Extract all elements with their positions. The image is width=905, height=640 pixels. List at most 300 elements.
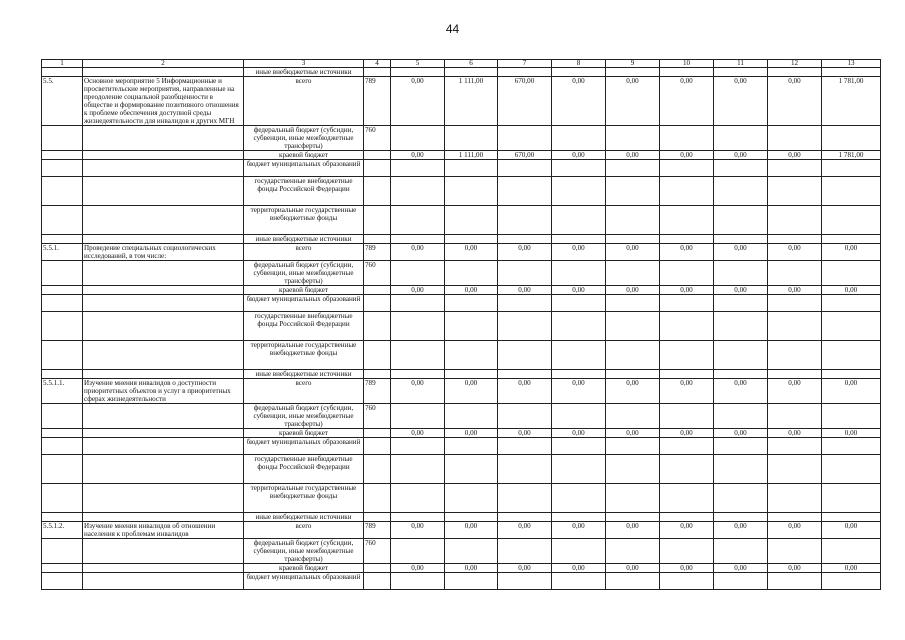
value-cell: 0,00 [552,286,606,295]
budget-code: 760 [364,126,391,151]
value-cell [660,295,714,312]
table-row [42,206,881,235]
column-header: 9 [606,60,660,68]
table-row [42,539,881,564]
value-cell [445,312,498,341]
budget-code: 760 [364,261,391,286]
item-title: Изучение мнения инвалидов о доступности приоритетных объектов и услуг в приоритетных сферах жизнедеятельности [83,379,244,404]
value-cell: 0,00 [768,151,822,160]
table-row [42,177,881,206]
budget-code [364,564,391,573]
value-cell [660,68,714,77]
value-cell [552,573,606,590]
value-cell [606,573,660,590]
budget-code: 789 [364,522,391,539]
table-row [42,295,881,312]
value-cell [391,484,445,513]
budget-code [364,513,391,522]
value-cell: 0,00 [714,564,768,573]
table-row [42,522,881,539]
item-title [83,404,244,429]
value-cell [768,160,822,177]
value-cell [391,206,445,235]
value-cell: 0,00 [660,564,714,573]
value-cell [714,539,768,564]
value-cell [498,539,552,564]
item-title [83,539,244,564]
funding-source: государственные внебюджетные фонды Российской Федерации [244,177,364,206]
value-cell [714,312,768,341]
value-cell [498,404,552,429]
value-cell [714,438,768,455]
value-cell: 0,00 [445,429,498,438]
value-cell [391,513,445,522]
value-cell [606,235,660,244]
value-cell [552,312,606,341]
value-cell: 0,00 [768,77,822,126]
value-cell [552,160,606,177]
value-cell: 0,00 [660,379,714,404]
value-cell [822,438,881,455]
value-cell: 0,00 [498,286,552,295]
value-cell [714,455,768,484]
value-cell [498,68,552,77]
item-title [83,160,244,177]
value-cell: 0,00 [714,522,768,539]
value-cell [498,312,552,341]
value-cell: 0,00 [606,286,660,295]
table-row [42,151,881,160]
item-number [42,429,83,438]
value-cell [606,341,660,370]
value-cell [498,206,552,235]
table-row [42,404,881,429]
item-title [83,438,244,455]
value-cell [606,68,660,77]
value-cell [822,539,881,564]
value-cell [822,68,881,77]
value-cell [445,206,498,235]
value-cell [498,295,552,312]
value-cell [445,404,498,429]
value-cell [768,455,822,484]
value-cell: 0,00 [498,379,552,404]
value-cell [768,404,822,429]
funding-source: краевой бюджет [244,151,364,160]
item-number [42,126,83,151]
item-number: 5.5.1. [42,244,83,261]
value-cell [822,295,881,312]
value-cell: 0,00 [606,244,660,261]
table-row [42,160,881,177]
item-number [42,177,83,206]
value-cell [445,484,498,513]
value-cell [714,126,768,151]
column-header: 3 [244,60,364,68]
value-cell [445,539,498,564]
value-cell: 0,00 [552,77,606,126]
budget-code: 789 [364,244,391,261]
value-cell [768,573,822,590]
value-cell: 0,00 [552,244,606,261]
item-number [42,404,83,429]
funding-source: всего [244,379,364,404]
value-cell: 0,00 [768,564,822,573]
value-cell [552,455,606,484]
item-number: 5.5.1.1. [42,379,83,404]
value-cell: 0,00 [714,286,768,295]
value-cell [606,261,660,286]
value-cell: 0,00 [822,244,881,261]
column-header: 10 [660,60,714,68]
value-cell [660,484,714,513]
value-cell [660,370,714,379]
value-cell: 0,00 [660,77,714,126]
item-title [83,177,244,206]
value-cell: 0,00 [445,522,498,539]
funding-source: краевой бюджет [244,564,364,573]
value-cell [768,261,822,286]
value-cell: 0,00 [606,522,660,539]
value-cell [498,341,552,370]
table-row [42,235,881,244]
value-cell: 0,00 [391,429,445,438]
column-header: 4 [364,60,391,68]
item-number [42,564,83,573]
value-cell [768,341,822,370]
value-cell [498,455,552,484]
funding-source: государственные внебюджетные фонды Российской Федерации [244,312,364,341]
funding-source: краевой бюджет [244,286,364,295]
value-cell [498,235,552,244]
value-cell [498,438,552,455]
value-cell [498,160,552,177]
value-cell [714,513,768,522]
value-cell [606,206,660,235]
value-cell [768,235,822,244]
value-cell [660,206,714,235]
value-cell [391,539,445,564]
item-number [42,438,83,455]
value-cell [552,68,606,77]
budget-code [364,573,391,590]
value-cell [391,573,445,590]
value-cell: 1 781,00 [822,77,881,126]
table-row [42,286,881,295]
value-cell: 0,00 [768,429,822,438]
budget-code [364,295,391,312]
budget-code [364,438,391,455]
table-row [42,564,881,573]
item-number [42,539,83,564]
title-cell [83,68,244,77]
value-cell [391,177,445,206]
value-cell [445,295,498,312]
value-cell: 0,00 [552,564,606,573]
item-title [83,573,244,590]
value-cell [822,312,881,341]
value-cell [552,370,606,379]
value-cell [660,341,714,370]
value-cell [445,370,498,379]
value-cell [606,404,660,429]
budget-code: 760 [364,404,391,429]
value-cell [391,438,445,455]
funding-source: всего [244,244,364,261]
value-cell: 0,00 [552,522,606,539]
value-cell [822,404,881,429]
item-title [83,261,244,286]
value-cell: 0,00 [445,564,498,573]
budget-code [364,177,391,206]
id-cell [42,68,83,77]
value-cell [822,513,881,522]
value-cell [445,160,498,177]
value-cell: 0,00 [606,564,660,573]
value-cell [768,312,822,341]
value-cell [714,370,768,379]
value-cell: 0,00 [606,151,660,160]
value-cell [822,261,881,286]
value-cell [714,484,768,513]
value-cell [552,235,606,244]
value-cell [391,68,445,77]
value-cell [445,261,498,286]
value-cell: 1 111,00 [445,77,498,126]
value-cell [822,235,881,244]
value-cell [606,484,660,513]
column-header: 1 [42,60,83,68]
value-cell: 0,00 [552,379,606,404]
value-cell: 0,00 [768,286,822,295]
item-number: 5.5. [42,77,83,126]
value-cell [714,261,768,286]
table-row [42,438,881,455]
column-header: 11 [714,60,768,68]
value-cell [660,513,714,522]
funding-source: бюджет муниципальных образований [244,295,364,312]
item-title [83,370,244,379]
item-title [83,429,244,438]
value-cell: 1 781,00 [822,151,881,160]
item-title [83,312,244,341]
value-cell: 0,00 [822,522,881,539]
value-cell: 0,00 [391,564,445,573]
budget-code: 760 [364,539,391,564]
value-cell [660,312,714,341]
table-row [42,261,881,286]
funding-source: бюджет муниципальных образований [244,438,364,455]
value-cell [768,438,822,455]
value-cell: 0,00 [391,77,445,126]
table-row [42,341,881,370]
value-cell [606,160,660,177]
value-cell [768,126,822,151]
funding-source: всего [244,522,364,539]
item-title [83,126,244,151]
item-title [83,341,244,370]
value-cell [391,295,445,312]
item-title [83,513,244,522]
column-header: 2 [83,60,244,68]
value-cell [714,235,768,244]
value-cell [498,484,552,513]
item-number [42,513,83,522]
value-cell [498,513,552,522]
value-cell [606,312,660,341]
value-cell: 0,00 [498,564,552,573]
budget-code [364,286,391,295]
item-number [42,341,83,370]
value-cell: 0,00 [822,286,881,295]
item-number [42,286,83,295]
value-cell [714,206,768,235]
value-cell: 0,00 [391,244,445,261]
column-header: 12 [768,60,822,68]
value-cell [552,341,606,370]
value-cell: 0,00 [768,379,822,404]
value-cell [606,438,660,455]
item-number [42,261,83,286]
value-cell [498,126,552,151]
value-cell [445,235,498,244]
value-cell [768,177,822,206]
budget-table [41,59,881,590]
value-cell: 670,00 [498,77,552,126]
budget-code [364,235,391,244]
value-cell [445,438,498,455]
item-number [42,484,83,513]
value-cell [660,404,714,429]
funding-source: всего [244,77,364,126]
column-header: 8 [552,60,606,68]
item-number: 5.5.1.2. [42,522,83,539]
table-row [42,126,881,151]
value-cell [822,484,881,513]
value-cell [606,126,660,151]
item-title [83,286,244,295]
budget-code [364,151,391,160]
value-cell [660,126,714,151]
value-cell [660,438,714,455]
budget-code [364,370,391,379]
value-cell [498,370,552,379]
value-cell [822,206,881,235]
value-cell [391,404,445,429]
funding-source: территориальные государственные внебюджетные фонды [244,206,364,235]
value-cell [445,573,498,590]
value-cell [552,295,606,312]
value-cell [498,573,552,590]
value-cell [660,455,714,484]
value-cell: 0,00 [714,77,768,126]
item-title [83,206,244,235]
budget-code [364,429,391,438]
value-cell [768,68,822,77]
value-cell [391,312,445,341]
value-cell: 1 111,00 [445,151,498,160]
value-cell [445,341,498,370]
value-cell [552,404,606,429]
value-cell: 0,00 [822,564,881,573]
funding-source: краевой бюджет [244,429,364,438]
value-cell [714,68,768,77]
funding-source: иные внебюджетные источники [244,370,364,379]
table-row [42,77,881,126]
value-cell [552,126,606,151]
value-cell: 0,00 [714,244,768,261]
table-row [42,379,881,404]
value-cell [822,177,881,206]
value-cell [822,573,881,590]
value-cell: 0,00 [660,429,714,438]
value-cell [660,177,714,206]
value-cell [714,341,768,370]
value-cell [391,370,445,379]
value-cell: 0,00 [660,151,714,160]
value-cell: 0,00 [445,244,498,261]
value-cell [606,539,660,564]
funding-source: иные внебюджетные источники [244,235,364,244]
page-number: 44 [445,22,460,36]
item-title [83,564,244,573]
item-title [83,484,244,513]
value-cell: 0,00 [822,379,881,404]
item-title: Изучение мнения инвалидов об отношении населения к проблемам инвалидов [83,522,244,539]
value-cell [552,177,606,206]
value-cell [498,261,552,286]
item-title: Проведение специальных социологических исследований, в том числе: [83,244,244,261]
item-number [42,160,83,177]
value-cell: 0,00 [660,286,714,295]
table-row [42,573,881,590]
value-cell [660,160,714,177]
funding-source: иные внебюджетные источники [244,513,364,522]
value-cell [606,455,660,484]
value-cell [822,455,881,484]
funding-source: территориальные государственные внебюджетные фонды [244,341,364,370]
value-cell: 0,00 [391,286,445,295]
value-cell: 0,00 [606,77,660,126]
funding-source: государственные внебюджетные фонды Российской Федерации [244,455,364,484]
value-cell [660,235,714,244]
value-cell: 0,00 [768,244,822,261]
item-title [83,295,244,312]
value-cell [768,539,822,564]
value-cell [391,160,445,177]
budget-code [364,206,391,235]
value-cell [606,513,660,522]
funding-source: федеральный бюджет (субсидии, субвенции, иные межбюджетные трансферты) [244,404,364,429]
value-cell [660,539,714,564]
value-cell [768,484,822,513]
budget-code: 789 [364,77,391,126]
value-cell: 0,00 [714,379,768,404]
value-cell [445,513,498,522]
value-cell [498,177,552,206]
budget-code [364,484,391,513]
item-number [42,151,83,160]
value-cell: 0,00 [391,151,445,160]
value-cell [606,370,660,379]
funding-source: федеральный бюджет (субсидии, субвенции, иные межбюджетные трансферты) [244,261,364,286]
value-cell [822,370,881,379]
item-number [42,295,83,312]
value-cell: 0,00 [660,522,714,539]
value-cell [714,573,768,590]
table-row [42,513,881,522]
value-cell [445,68,498,77]
